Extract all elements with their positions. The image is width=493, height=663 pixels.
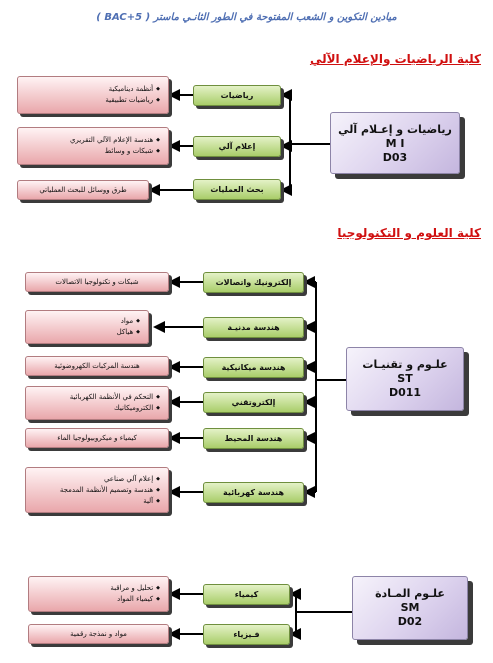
specialty-item: كيمياء و ميكروبيولوجيا الماء (57, 433, 137, 442)
specialty-item: ◆ هندسة الإعلام الآلي التقريري (26, 135, 160, 146)
branch-box: هندسة كهربائية (203, 482, 304, 503)
domain-box-st (346, 347, 464, 411)
branch-box: كيمياء (203, 584, 290, 605)
page-title: ميادين التكوين و الشعب المفتوحة في الطور الثانـي ماستر ( BAC+5 ) (96, 12, 397, 23)
domain-name: رياضيات و إعـلام آلي (338, 123, 452, 136)
specialty-item: طرق ووسائل للبحث العملياتي (39, 185, 127, 194)
specialty-box (28, 576, 169, 612)
specialty-item: ◆ هندسة وتصميم الأنظمة المدمجة (34, 485, 160, 496)
domain-name: علـوم المـادة (375, 587, 445, 600)
specialty-box (17, 127, 169, 165)
specialty-item: شبكات و تكنولوجيا الاتصالات (55, 277, 139, 286)
domain-code: SM (400, 601, 420, 614)
branch-box: إلكترونيك واتصالات (203, 272, 304, 293)
specialty-box (25, 310, 149, 344)
specialty-box (25, 386, 169, 420)
branch-box: إعلام آلي (193, 136, 281, 157)
domain-id: D011 (388, 386, 422, 399)
specialty-item: ◆ كيمياء المواد (37, 594, 160, 605)
specialty-box (17, 180, 149, 200)
specialty-box (25, 272, 169, 292)
domain-name: علـوم و تقنيـات (362, 358, 448, 371)
specialty-item: ◆ إعلام آلي صناعي (34, 474, 160, 485)
domain-id: D03 (382, 151, 408, 164)
specialty-item: هندسة المركبات الكهروضوئية (54, 361, 140, 370)
specialty-box (25, 356, 169, 376)
specialty-item: مواد و نمذجة رقمية (70, 629, 127, 638)
specialty-box (28, 624, 169, 644)
branch-box: هندسة ميكانيكية (203, 357, 304, 378)
specialty-item: ◆ مواد (34, 316, 140, 327)
domain-box-sm (352, 576, 468, 640)
faculty-title-math-cs: كلية الرياضيات والإعلام الآلي (309, 52, 481, 66)
specialty-item: ◆ هياكل (34, 327, 140, 338)
specialty-box (17, 76, 169, 114)
specialty-item: ◆ تحليل و مراقبة (37, 583, 160, 594)
domain-id: D02 (397, 615, 423, 628)
specialty-item: ◆ التحكم في الأنظمة الكهربائية (34, 392, 160, 403)
branch-box: فـيزياء (203, 624, 290, 645)
specialty-item: ◆ آلية (34, 496, 160, 507)
domain-code: ST (397, 372, 413, 385)
branch-box: هندسة المحيط (203, 428, 304, 449)
domain-box-mi (330, 112, 460, 174)
branch-box: بحث العمليات (193, 179, 281, 200)
specialty-item: ◆ شبكات و وسائط (26, 146, 160, 157)
specialty-box (25, 428, 169, 448)
branch-box: رياضيات (193, 85, 281, 106)
branch-box: إلكتروتقني (203, 392, 304, 413)
domain-code: M I (385, 137, 405, 150)
specialty-item: ◆ الكتروميكانيك (34, 403, 160, 414)
faculty-title-sci-tech: كلية العلوم و التكنولوجيا (337, 226, 481, 240)
specialty-box (25, 467, 169, 513)
branch-box: هندسة مدنيـة (203, 317, 304, 338)
specialty-item: ◆ أنظمة ديناميكية (26, 84, 160, 95)
specialty-item: ◆ رياضيات تطبيقية (26, 95, 160, 106)
